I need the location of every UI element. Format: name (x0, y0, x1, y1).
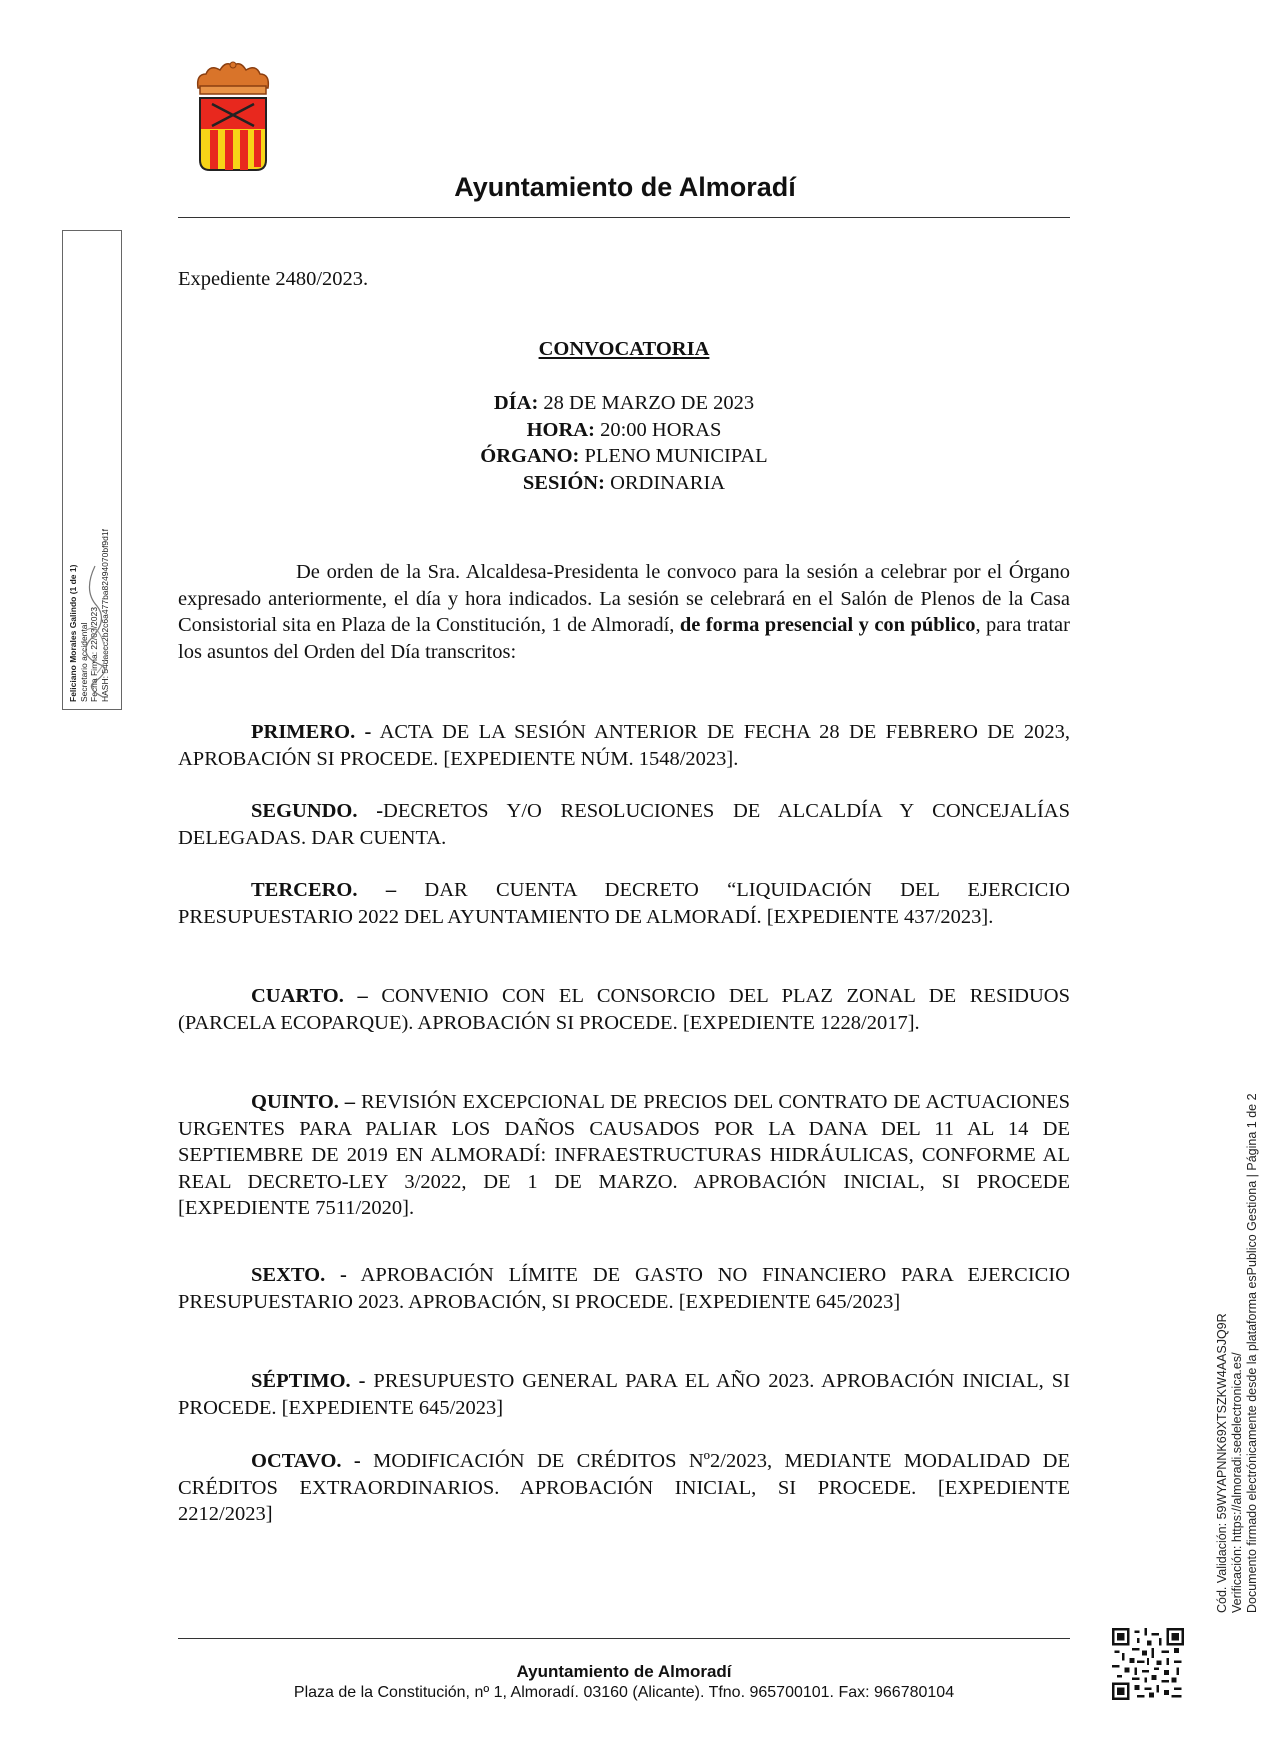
agenda-item: OCTAVO. - MODIFICACIÓN DE CRÉDITOS Nº2/2023, MEDIANTE MODALIDAD DE CRÉDITOS EXTRAORDINARIOS. APROBACIÓN INICIAL, SI PROCEDE. [EXPEDIENTE 2212/2023] (178, 1450, 1070, 1525)
header-divider (178, 217, 1070, 218)
qr-code-icon (1112, 1628, 1184, 1700)
footer-organization: Ayuntamiento de Almoradí (516, 1662, 732, 1681)
session-time: HORA: 20:00 HORAS (526, 418, 722, 441)
verification-info (1215, 1093, 1269, 1613)
session-details (178, 390, 1070, 496)
agenda-item: PRIMERO. - ACTA DE LA SESIÓN ANTERIOR DE FECHA 28 DE FEBRERO DE 2023, APROBACIÓN SI PROCEDE. [EXPEDIENTE NÚM. 1548/2023]. (178, 721, 1071, 770)
validation-code: Cód. Validación: 59WYAPNNK69XTSZKW4AASJQ9R (1215, 1313, 1229, 1613)
signature-hash: HASH: 54daccc2b2c6a477ba82494070bf9d1f (99, 529, 110, 702)
signature-date: Fecha Firma: 22/03/2023 (89, 607, 99, 702)
agenda-item: SEGUNDO. -DECRETOS Y/O RESOLUCIONES DE ALCALDÍA Y CONCEJALÍAS DELEGADAS. DAR CUENTA. (178, 800, 1070, 849)
session-day: DÍA: 28 DE MARZO DE 2023 (493, 392, 755, 414)
platform-notice: Documento firmado electrónicamente desde la plataforma esPublico Gestiona | Página 1 de 2 (1245, 1093, 1259, 1613)
agenda-item: SEXTO. - APROBACIÓN LÍMITE DE GASTO NO FINANCIERO PARA EJERCICIO PRESUPUESTARIO 2023. APROBACIÓN, SI PROCEDE. [EXPEDIENTE 645/2023] (178, 1264, 1070, 1313)
verification-url[interactable]: Verificación: https://almoradi.sedelectronica.es/ (1230, 1352, 1244, 1613)
footer-divider (178, 1638, 1070, 1639)
signer-name: Feliciano Morales Galindo (1 de 1) (68, 564, 78, 702)
organization-title: Ayuntamiento de Almoradí (454, 172, 796, 202)
agenda-item: TERCERO. – DAR CUENTA DECRETO “LIQUIDACIÓN DEL EJERCICIO PRESUPUESTARIO 2022 DEL AYUNTAMIENTO DE ALMORADÍ. [EXPEDIENTE 437/2023]. (178, 879, 1070, 928)
session-type: SESIÓN: ORDINARIA (522, 471, 726, 494)
session-body: ÓRGANO: PLENO MUNICIPAL (480, 445, 768, 467)
agenda-item: SÉPTIMO. - PRESUPUESTO GENERAL PARA EL AÑO 2023. APROBACIÓN INICIAL, SI PROCEDE. [EXPEDIENTE 645/2023] (178, 1370, 1070, 1419)
expediente-number: Expediente 2480/2023. (178, 268, 369, 290)
document-title: CONVOCATORIA (538, 338, 710, 360)
agenda-item: QUINTO. – REVISIÓN EXCEPCIONAL DE PRECIOS DEL CONTRATO DE ACTUACIONES URGENTES PARA PALIAR LOS DAÑOS CAUSADOS POR LA DANA DEL 11 AL 14 DE SEPTIEMBRE DE 2019 EN ALMORADÍ: INFRAESTRUCTURAS HIDRÁULICAS, CONFORME AL REAL DECRETO-LEY 3/2022, DE 1 DE MARZO. APROBACIÓN INICIAL, SI PROCEDE [EXPEDIENTE 7511/2020]. (178, 1091, 1070, 1219)
signature-stamp (62, 230, 122, 710)
footer-address: Plaza de la Constitución, nº 1, Almoradí. 03160 (Alicante). Tfno. 965700101. Fax: 966780104 (293, 1684, 955, 1701)
agenda-item: CUARTO. – CONVENIO CON EL CONSORCIO DEL PLAZ ZONAL DE RESIDUOS (PARCELA ECOPARQUE). APROBACIÓN SI PROCEDE. [EXPEDIENTE 1228/2017]. (178, 985, 1070, 1034)
intro-paragraph: De orden de la Sra. Alcaldesa-Presidenta le convoco para la sesión a celebrar por el Órgano expresado anteriormente, el día y hora indicados. La sesión se celebrará en el Salón de Plenos de la Casa Consistorial sita en Plaza de la Constitución, 1 de Almoradí, de forma presencial y con público, para tratar los asuntos del Orden del Día transcritos: (178, 561, 1070, 663)
signer-role: Secretario accidental (78, 622, 89, 702)
coat-of-arms-icon (192, 60, 274, 174)
handwritten-signature-icon (75, 561, 115, 701)
